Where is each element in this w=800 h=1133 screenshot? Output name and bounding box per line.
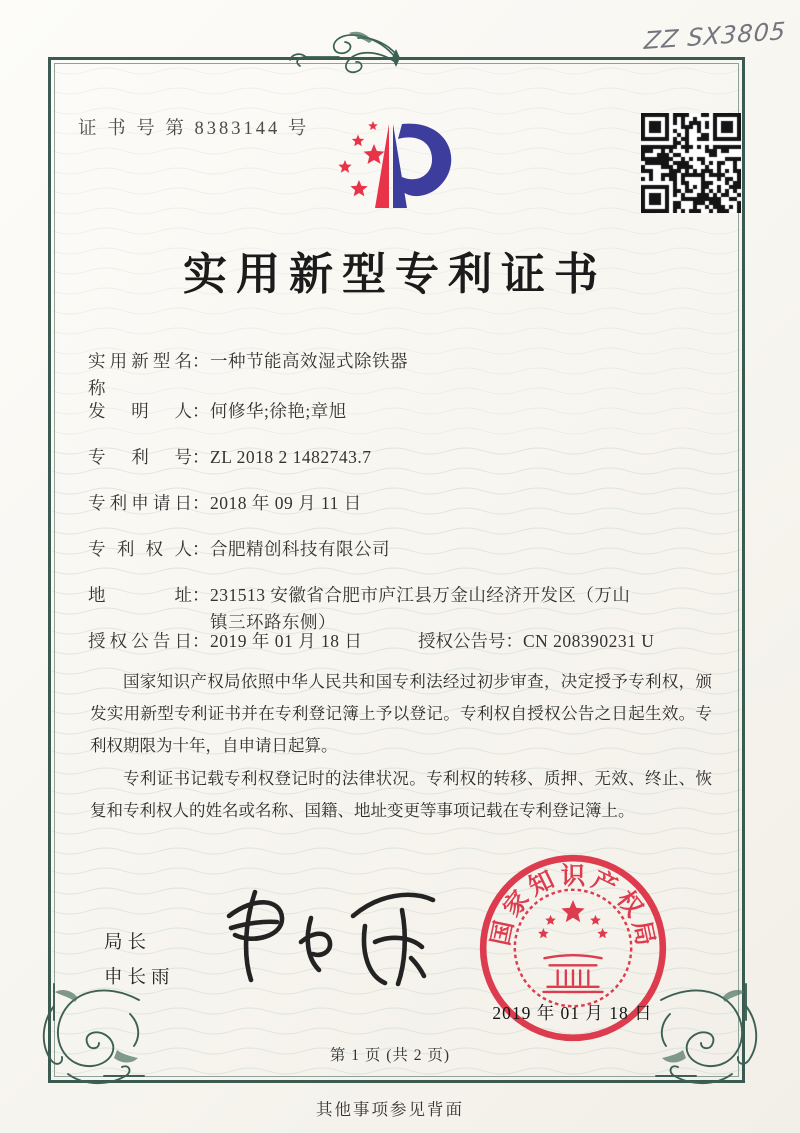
svg-text:知: 知	[524, 866, 559, 902]
field-value: 一种节能高效湿式除铁器	[210, 351, 408, 371]
commissioner-name: 申长雨	[104, 968, 175, 988]
commissioner-title: 局长	[104, 933, 152, 953]
field-row-filing-date: 专利申请日 ： 2018 年 09 月 11 日	[88, 490, 362, 517]
page-indicator: 第 1 页 (共 2 页)	[329, 1047, 451, 1064]
field-value: 何修华;徐艳;章旭	[210, 401, 347, 421]
field-label: 专利权人	[88, 539, 192, 559]
field-value: 231513 安徽省合肥市庐江县万金山经济开发区（万山镇三环路东侧）	[210, 585, 631, 632]
logo-stars	[338, 121, 384, 196]
svg-text:家: 家	[498, 886, 535, 922]
svg-text:识: 识	[560, 863, 586, 891]
certificate-number: 证 书 号 第 8383144 号	[78, 119, 310, 139]
svg-text:权: 权	[611, 886, 648, 922]
logo-p-curve	[398, 124, 451, 196]
svg-text:国: 国	[487, 918, 519, 948]
grant-number: 授权公告号 ： CN 208390231 U	[418, 631, 655, 651]
seal-date: 2019 年 01 月 18 日	[492, 1003, 653, 1023]
logo-wedge-red	[375, 124, 389, 208]
field-value: ZL 2018 2 1482743.7	[210, 447, 372, 467]
document-title: 实用新型专利证书	[183, 250, 607, 299]
field-row-inventor: 发明人 ： 何修华;徐艳;章旭	[88, 398, 347, 425]
grant-date: 授权公告日 ： 2019 年 01 月 18 日	[88, 631, 363, 651]
back-note: 其他事项参见背面	[316, 1100, 464, 1119]
field-label: 专利号	[88, 447, 192, 467]
field-row-address: 地址 ： 231513 安徽省合肥市庐江县万金山经济开发区（万山镇三环路东侧）	[88, 582, 668, 636]
field-label: 实用新型名称	[88, 351, 192, 398]
field-value: 合肥精创科技有限公司	[210, 539, 390, 559]
handwritten-code: ZZ SX3805	[643, 16, 788, 56]
svg-text:产: 产	[587, 866, 622, 902]
svg-text:局: 局	[627, 918, 659, 948]
field-label: 发明人	[88, 401, 192, 421]
commissioner-block	[104, 926, 175, 996]
body-paragraph-2: 专利证书记载专利权登记时的法律状况。专利权的转移、质押、无效、终止、恢复和专利权人的姓名或名称、国籍、地址变更等事项记载在专利登记簿上。	[90, 768, 712, 820]
commissioner-signature	[205, 876, 445, 998]
field-row-patent-no: 专利号 ： ZL 2018 2 1482743.7	[88, 444, 371, 471]
field-row-name: 实用新型名称 ： 一种节能高效湿式除铁器	[88, 348, 408, 402]
grant-row	[88, 628, 712, 655]
field-label: 专利申请日	[88, 493, 192, 513]
field-value: 2018 年 09 月 11 日	[210, 493, 362, 513]
qr-code	[641, 113, 741, 213]
legal-text	[90, 666, 712, 827]
field-label: 地址	[88, 585, 192, 605]
seal-national-emblem	[515, 890, 631, 1006]
body-paragraph-1: 国家知识产权局依照中华人民共和国专利法经过初步审查，决定授予专利权，颁发实用新型专利证书并在专利登记簿上予以登记。专利权自授权公告之日起生效。专利权期限为十年，自申请日起算。	[90, 672, 712, 756]
cnipa-logo-icon	[332, 110, 468, 238]
field-row-patentee: 专利权人 ： 合肥精创科技有限公司	[88, 536, 390, 563]
